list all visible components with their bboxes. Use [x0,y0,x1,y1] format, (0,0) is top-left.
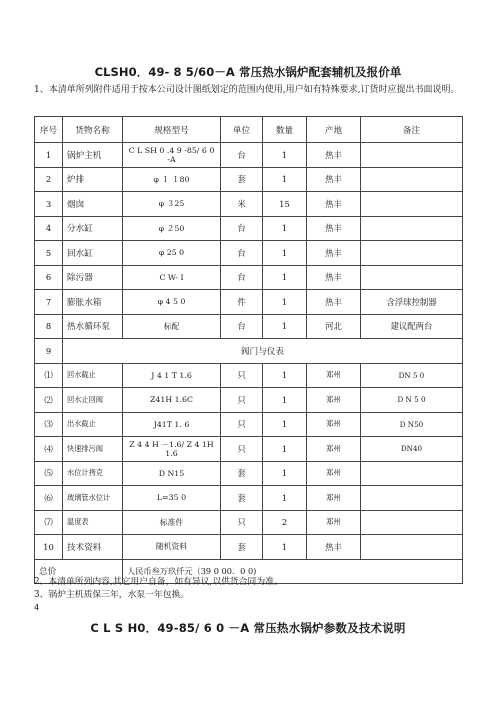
cell-note: DN 5 0 [361,363,463,388]
cell-qty: 2 [263,510,307,535]
header-no: 序号 [35,117,63,143]
cell-place: 河北 [307,314,361,339]
cell-spec: C W- I [123,265,221,290]
table-row [35,412,463,437]
cell-qty: 1 [263,363,307,388]
cell-no: ⑶ [35,412,63,437]
cell-no: ⑹ [35,486,63,511]
cell-qty: 15 [263,192,307,217]
table-row [35,290,463,315]
cell-no: 2 [35,167,63,192]
spec-line-1: C L SH 0 .4 9 -85/ 6 0 [128,145,215,155]
cell-qty: 1 [263,241,307,266]
cell-name: 炉排 [63,167,123,192]
cell-name: 温度表 [63,510,123,535]
table-row [35,388,463,413]
table-row [35,143,463,168]
cell-note [361,535,463,560]
cell-note: D N 5 0 [361,388,463,413]
cell-place: 热丰 [307,216,361,241]
cell-qty: 1 [263,314,307,339]
cell-unit: 只 [221,412,263,437]
cell-note: DN40 [361,437,463,462]
cell-place: 热丰 [307,535,361,560]
cell-spec: D N15 [123,461,221,486]
cell-name: 回水止回阀 [63,388,123,413]
cell-spec: L=35 0 [123,486,221,511]
note-2: 2、本清单所列内容,其它用户自备，如有异议,以供货合同为准。 [34,577,283,587]
cell-name: 水位计拷克 [63,461,123,486]
cell-unit: 只 [221,388,263,413]
section-title-2: C L S H0．49-85/ 6 0 －A 常压热水锅炉参数及技术说明 [90,621,406,635]
cell-spec: Z 4 4 H －1.6/ Z 4 1H 1.6 [123,437,221,462]
notes-footer [34,576,462,602]
cell-note [361,192,463,217]
cell-note [361,241,463,266]
cell-spec: φ ２50 [123,216,221,241]
cell-spec: J41T 1. 6 [123,412,221,437]
cell-no: ⑺ [35,510,63,535]
cell-qty: 1 [263,143,307,168]
cell-no: 5 [35,241,63,266]
cell-qty: 1 [263,437,307,462]
header-unit: 单位 [221,117,263,143]
cell-qty: 1 [263,412,307,437]
cell-no: ⑸ [35,461,63,486]
cell-spec: 标准件 [123,510,221,535]
cell-place: 郑州 [307,388,361,413]
table-row [35,192,463,217]
paragraph-mark: 4 [34,603,40,612]
cell-place: 郑州 [307,486,361,511]
cell-no: 3 [35,192,63,217]
cell-unit: 套 [221,486,263,511]
cell-unit: 件 [221,290,263,315]
header-qty: 数量 [263,117,307,143]
table-row [35,265,463,290]
cell-place: 热丰 [307,192,361,217]
cell-no: ⑴ [35,363,63,388]
cell-no: 7 [35,290,63,315]
header-name: 货物名称 [63,117,123,143]
cell-note [361,143,463,168]
cell-note [361,216,463,241]
cell-name: 分水缸 [63,216,123,241]
table-row [35,167,463,192]
table-section-row [35,339,463,364]
cell-qty: 1 [263,486,307,511]
table-row [35,510,463,535]
header-place: 产地 [307,117,361,143]
cell-qty: 1 [263,216,307,241]
cell-unit: 只 [221,510,263,535]
cell-note: D N50 [361,412,463,437]
cell-note: 建议配两台 [361,314,463,339]
cell-note [361,265,463,290]
cell-place: 热丰 [307,143,361,168]
cell-spec: φ ３25 [123,192,221,217]
cell-unit: 台 [221,143,263,168]
cell-unit: 台 [221,314,263,339]
cell-unit: 套 [221,461,263,486]
header-note: 备注 [361,117,463,143]
cell-qty: 1 [263,388,307,413]
cell-no: 1 [35,143,63,168]
table-row [35,363,463,388]
table-row [35,216,463,241]
cell-no: 9 [35,339,63,364]
header-spec: 规格型号 [123,117,221,143]
table-row [35,437,463,462]
cell-name: 回水缸 [63,241,123,266]
cell-qty: 1 [263,265,307,290]
cell-name: 技术资料 [63,535,123,560]
note-3: 3、锅炉主机质保三年，水泵一年包换。 [34,590,190,600]
cell-name: 锅炉主机 [63,143,123,168]
cell-place: 郑州 [307,412,361,437]
cell-qty: 1 [263,167,307,192]
cell-unit: 台 [221,265,263,290]
cell-spec: φ １ １80 [123,167,221,192]
cell-name: 出水截止 [63,412,123,437]
cell-unit: 米 [221,192,263,217]
cell-no: 10 [35,535,63,560]
table-row [35,241,463,266]
spec-line-2: -A [167,154,176,164]
cell-no: ⑵ [35,388,63,413]
cell-no: 4 [35,216,63,241]
cell-spec: 随机资料 [123,535,221,560]
cell-place: 热丰 [307,290,361,315]
cell-no: ⑷ [35,437,63,462]
cell-qty: 1 [263,535,307,560]
cell-spec: J 4 1 T 1.6 [123,363,221,388]
cell-name: 除污器 [63,265,123,290]
cell-spec [123,143,221,168]
cell-place: 郑州 [307,363,361,388]
cell-unit: 只 [221,437,263,462]
cell-spec: φ 4 5 0 [123,290,221,315]
total-value: 人民币叁万玖仟元（39 0 00．0 0) [123,559,463,584]
note-1: 1、本清单所列附件适用于按本公司设计图纸划定的范围内使用,用户如有特殊要求,订货时应提出书面说明。 [34,85,460,95]
cell-note [361,461,463,486]
cell-note [361,486,463,511]
cell-place: 郑州 [307,437,361,462]
document-title: CLSH0．49- 8 5/60－A 常压热水锅炉配套辅机及报价单 [94,65,402,79]
cell-spec: φ 25 0 [123,241,221,266]
cell-unit: 台 [221,241,263,266]
table-row [35,461,463,486]
cell-unit: 台 [221,216,263,241]
cell-qty: 1 [263,461,307,486]
table-row [35,535,463,560]
cell-name: 快速排污阀 [63,437,123,462]
cell-place: 郑州 [307,461,361,486]
cell-unit: 套 [221,535,263,560]
table-row [35,314,463,339]
cell-place: 热丰 [307,241,361,266]
cell-note [361,167,463,192]
cell-place: 郑州 [307,510,361,535]
cell-name: 热水循环泵 [63,314,123,339]
price-list-table [34,116,463,584]
cell-unit: 套 [221,167,263,192]
table-row [35,486,463,511]
total-label: 总价 [35,559,123,584]
cell-no: 8 [35,314,63,339]
cell-unit: 只 [221,363,263,388]
table-header-row [35,117,463,143]
cell-spec: 标配 [123,314,221,339]
cell-qty: 1 [263,290,307,315]
cell-name: 玻璃管水位计 [63,486,123,511]
cell-name: 膨胀水箱 [63,290,123,315]
cell-name: 回水截止 [63,363,123,388]
cell-note: 含浮球控制器 [361,290,463,315]
cell-place: 热丰 [307,265,361,290]
cell-place: 热丰 [307,167,361,192]
cell-name: 烟囱 [63,192,123,217]
cell-no: 6 [35,265,63,290]
cell-spec: Z41H 1.6C [123,388,221,413]
section-title: 阀门与仪表 [63,339,463,364]
cell-note [361,510,463,535]
